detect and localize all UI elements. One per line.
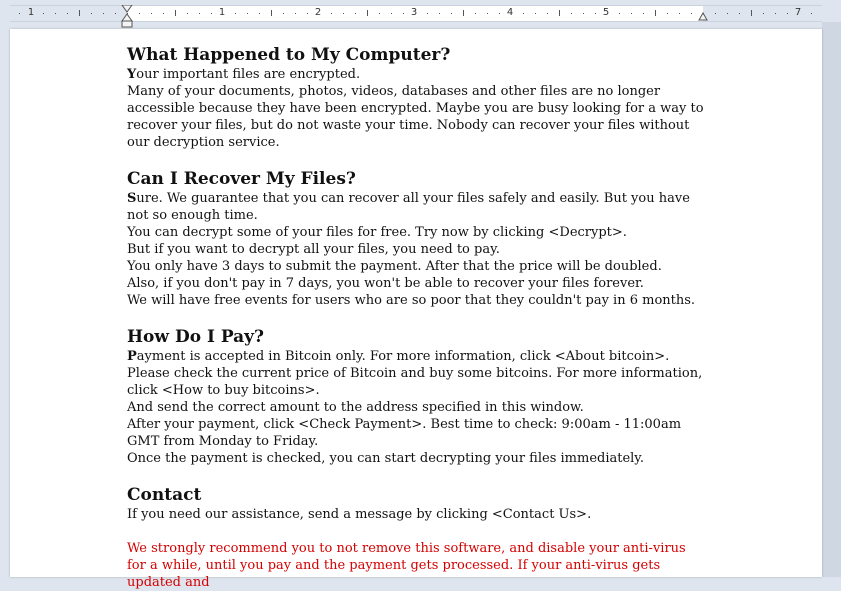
ruler-dot	[619, 13, 620, 14]
section-what-happened	[127, 44, 707, 151]
right-indent-marker-icon[interactable]	[698, 12, 708, 22]
ruler-dot	[139, 13, 140, 14]
horizontal-ruler[interactable]	[10, 5, 822, 22]
ruler-dot	[571, 13, 572, 14]
paragraph: If you need our assistance, send a message by clicking <Contact Us>.	[127, 507, 592, 522]
heading-contact: Contact	[127, 485, 202, 505]
document-body	[127, 44, 707, 591]
ruler-dot	[679, 13, 680, 14]
indent-marker-icon[interactable]	[121, 5, 133, 28]
heading-recover: Can I Recover My Files?	[127, 169, 356, 189]
ruler-dot	[355, 13, 356, 14]
ruler-tick	[463, 10, 464, 16]
ruler-dot	[487, 13, 488, 14]
ruler-number: 3	[410, 7, 418, 18]
ruler-dot	[331, 13, 332, 14]
paragraph: But if you want to decrypt all your files, you need to pay.	[127, 242, 500, 257]
ruler-number: 5	[602, 7, 610, 18]
ruler-dot	[163, 13, 164, 14]
initial-letter: P	[127, 349, 137, 364]
ruler-dot	[715, 13, 716, 14]
ruler-dot	[199, 13, 200, 14]
paragraph	[127, 66, 707, 83]
ruler-dot	[451, 13, 452, 14]
ruler-dot	[787, 13, 788, 14]
paragraph: Many of your documents, photos, videos, databases and other files are no longer accessible because they have been encrypted. Maybe you are busy looking for a way to recover your files, but do not waste your time. Nobody can recover your files without our decryption service.	[127, 84, 704, 150]
ruler-dot	[247, 13, 248, 14]
section-contact	[127, 484, 707, 523]
ruler-tick	[655, 10, 656, 16]
ruler-dot	[307, 13, 308, 14]
paragraph: Also, if you don't pay in 7 days, you won't be able to recover your files forever.	[127, 276, 644, 291]
ruler-dot	[727, 13, 728, 14]
warning-paragraph: We strongly recommend you to not remove this software, and disable your anti-virus for a while, until you pay and the payment gets processed. If your anti-virus gets updated and	[127, 541, 686, 590]
ruler-dot	[523, 13, 524, 14]
section-recover	[127, 168, 707, 309]
ruler-number: 1	[27, 7, 35, 18]
ruler-tick	[271, 10, 272, 16]
paragraph	[127, 348, 707, 365]
ruler-dot	[439, 13, 440, 14]
paragraph: Please check the current price of Bitcoin and buy some bitcoins. For more information, click <How to buy bitcoins>.	[127, 366, 703, 398]
ruler-dot	[547, 13, 548, 14]
ruler-dot	[391, 13, 392, 14]
ruler-dot	[499, 13, 500, 14]
paragraph: After your payment, click <Check Payment>. Best time to check: 9:00am - 11:00am GMT from Monday to Friday.	[127, 417, 682, 449]
ruler-dot	[475, 13, 476, 14]
ruler-dot	[427, 13, 428, 14]
paragraph: You only have 3 days to submit the payment. After that the price will be doubled.	[127, 259, 662, 274]
ruler-dot	[343, 13, 344, 14]
ruler-dot	[295, 13, 296, 14]
ruler-number: 7	[794, 7, 802, 18]
initial-letter: Y	[127, 67, 137, 82]
ruler-dot	[103, 13, 104, 14]
paragraph-text: ayment is accepted in Bitcoin only. For more information, click <About bitcoin>.	[136, 349, 670, 364]
ruler-dot	[235, 13, 236, 14]
section-how-to-pay	[127, 326, 707, 467]
heading-how-to-pay: How Do I Pay?	[127, 327, 265, 347]
ruler-number: 2	[314, 7, 322, 18]
ruler-tick	[175, 10, 176, 16]
ruler-tick	[559, 10, 560, 16]
ruler-dot	[43, 13, 44, 14]
paragraph	[127, 190, 707, 224]
ruler-dot	[91, 13, 92, 14]
paragraph: And send the correct amount to the address specified in this window.	[127, 400, 584, 415]
paragraph: You can decrypt some of your files for free. Try now by clicking <Decrypt>.	[127, 225, 627, 240]
heading-what-happened: What Happened to My Computer?	[127, 45, 451, 65]
ruler-dot	[535, 13, 536, 14]
ruler-dot	[763, 13, 764, 14]
paragraph: Once the payment is checked, you can start decrypting your files immediately.	[127, 451, 645, 466]
ruler-dot	[67, 13, 68, 14]
scrollbar-area[interactable]	[822, 22, 841, 577]
ruler-dot	[739, 13, 740, 14]
ruler-dot	[187, 13, 188, 14]
paragraph: We will have free events for users who are so poor that they couldn't pay in 6 months.	[127, 293, 696, 308]
ruler-dot	[583, 13, 584, 14]
ruler-dot	[19, 13, 20, 14]
ruler-dot	[775, 13, 776, 14]
ruler-number: 4	[506, 7, 514, 18]
ruler-dot	[403, 13, 404, 14]
ruler-tick	[79, 10, 80, 16]
ruler-number: 1	[218, 7, 226, 18]
paragraph-text: our important files are encrypted.	[136, 67, 361, 82]
initial-letter: S	[127, 191, 137, 206]
ruler-dot	[643, 13, 644, 14]
ruler-dot	[379, 13, 380, 14]
ruler-tick	[367, 10, 368, 16]
ruler-dot	[55, 13, 56, 14]
ruler-dot	[115, 13, 116, 14]
ruler-dot	[211, 13, 212, 14]
ruler-dot	[667, 13, 668, 14]
ruler-dot	[151, 13, 152, 14]
ruler-dot	[283, 13, 284, 14]
ruler-tick	[751, 10, 752, 16]
ruler-dot	[811, 13, 812, 14]
paragraph-text: ure. We guarantee that you can recover all your files safely and easily. But you have not so enough time.	[127, 191, 690, 223]
ruler-dot	[631, 13, 632, 14]
ruler-dot	[595, 13, 596, 14]
ruler-dot	[691, 13, 692, 14]
ruler-dot	[259, 13, 260, 14]
